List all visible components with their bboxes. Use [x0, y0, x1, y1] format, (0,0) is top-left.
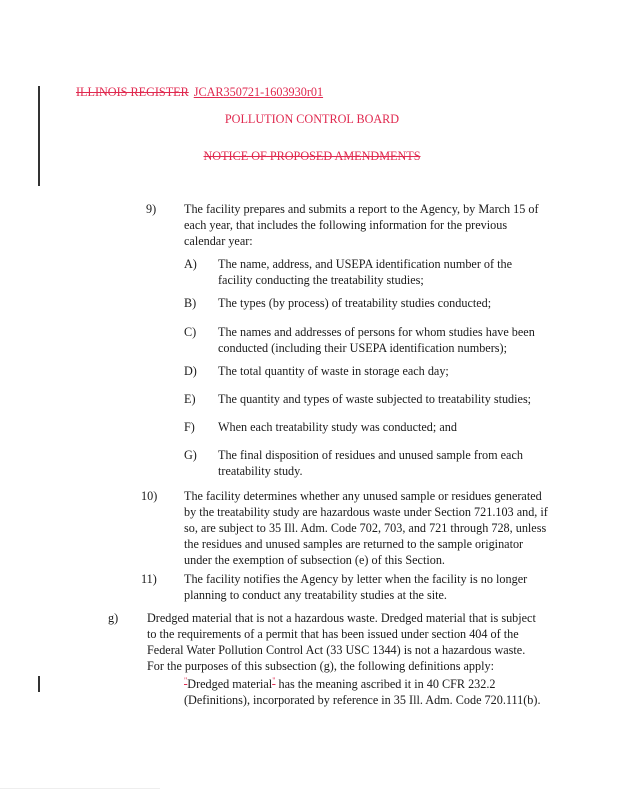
text-line: The name, address, and USEPA identification number of the [218, 257, 513, 271]
text-line: to the requirements of a permit that has been issued under section 404 of the [147, 627, 519, 641]
change-bar [38, 676, 40, 692]
subitem-label: F) [184, 420, 195, 434]
text-line: planning to conduct any treatability studies at the site. [184, 588, 447, 602]
subitem-label: B) [184, 296, 197, 310]
register-id-text: JCAR350721-1603930r01 [193, 85, 324, 99]
subitem-text [218, 256, 512, 288]
text-line [184, 676, 541, 692]
notice-title: NOTICE OF PROPOSED AMENDMENTS [203, 149, 421, 163]
subitem-text [218, 363, 449, 379]
definition-paragraph [184, 676, 541, 708]
text-line: When each treatability study was conducted; and [218, 420, 457, 434]
text-line: The names and addresses of persons for whom studies have been [218, 325, 535, 339]
text-line: The quantity and types of waste subjected to treatability studies; [218, 392, 532, 406]
item-10-label: 10) [141, 489, 158, 503]
text-line: the residues and unused samples are returned to the sample originator [184, 537, 524, 551]
register-struck-text: ILLINOIS REGISTER [76, 85, 189, 99]
register-header [76, 84, 323, 100]
item-11-label: 11) [141, 572, 157, 586]
text-line: The facility determines whether any unused sample or residues generated [184, 489, 542, 503]
item-g-label: g) [108, 611, 119, 625]
board-title: POLLUTION CONTROL BOARD [224, 112, 400, 126]
item-11-text [184, 571, 527, 603]
footer-rule [0, 788, 160, 789]
item-9-text [184, 201, 539, 249]
text-line: Dredged material that is not a hazardous waste. Dredged material that is subject [147, 611, 536, 625]
item-9-label: 9) [146, 202, 157, 216]
subitem-label: E) [184, 392, 196, 406]
subitem-label: D) [184, 364, 197, 378]
text-line: Federal Water Pollution Control Act (33 USC 1344) is not a hazardous waste. [147, 643, 526, 657]
subitem-text [218, 324, 535, 356]
subitem-text [218, 295, 491, 311]
text-line: calendar year: [184, 234, 253, 248]
subitem-text [218, 391, 531, 407]
subitem-label: A) [184, 257, 197, 271]
text-line: (Definitions), incorporated by reference in 35 Ill. Adm. Code 720.111(b). [184, 693, 541, 707]
text-line: conducted (including their USEPA identification numbers); [218, 341, 507, 355]
definition-text: has the meaning ascribed it in 40 CFR 232.2 [275, 677, 496, 691]
item-g-text [147, 610, 536, 674]
text-line: by the treatability study are hazardous waste under Section 721.103 and, if [184, 505, 548, 519]
subitem-text [218, 419, 457, 435]
change-bar [38, 86, 40, 186]
text-line: The final disposition of residues and unused sample from each [218, 448, 523, 462]
close-quote-mark: " [272, 675, 276, 685]
open-quote-mark: " [184, 675, 188, 685]
text-line: facility conducting the treatability studies; [218, 273, 424, 287]
text-line: so, are subject to 35 Ill. Adm. Code 702, 703, and 721 through 728, unless [184, 521, 547, 535]
text-line: The facility prepares and submits a report to the Agency, by March 15 of [184, 202, 539, 216]
subitem-label: G) [184, 448, 197, 462]
defined-term: Dredged material [187, 677, 273, 691]
text-line: under the exemption of subsection (e) of this Section. [184, 553, 445, 567]
text-line: For the purposes of this subsection (g), the following definitions apply: [147, 659, 494, 673]
text-line: The total quantity of waste in storage each day; [218, 364, 449, 378]
text-line: each year, that includes the following information for the previous [184, 218, 508, 232]
item-10-text [184, 488, 548, 568]
subitem-label: C) [184, 325, 197, 339]
text-line: treatability study. [218, 464, 303, 478]
text-line: The facility notifies the Agency by letter when the facility is no longer [184, 572, 528, 586]
subitem-text [218, 447, 523, 479]
text-line: The types (by process) of treatability studies conducted; [218, 296, 492, 310]
